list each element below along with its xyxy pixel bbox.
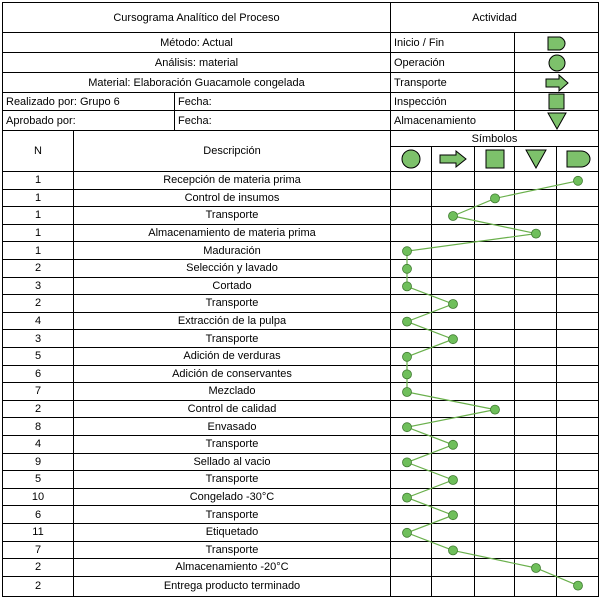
step-number: 5 [3, 471, 74, 489]
symbol-cell-terminal [557, 454, 599, 472]
symbol-cell-terminal [557, 225, 599, 243]
step-number: 5 [3, 348, 74, 366]
symbol-cell-storage [515, 506, 557, 524]
symbol-cell-transport [432, 436, 475, 454]
symbol-cell-inspection [475, 366, 515, 384]
symbol-cell-storage [515, 418, 557, 436]
symbol-cell-transport [432, 401, 475, 419]
activity-title: Actividad [391, 3, 599, 33]
symbol-cell-operation [391, 506, 432, 524]
symbol-cell-storage [515, 225, 557, 243]
symbol-cell-terminal [557, 401, 599, 419]
legend-symbol-terminal [515, 33, 599, 53]
symbol-cell-terminal [557, 577, 599, 597]
step-number: 2 [3, 577, 74, 597]
legend-label-storage: Almacenamiento [391, 111, 515, 131]
step-number: 7 [3, 383, 74, 401]
symbol-cell-transport [432, 524, 475, 542]
symbol-cell-terminal [557, 366, 599, 384]
symbol-cell-terminal [557, 542, 599, 560]
symbol-cell-inspection [475, 471, 515, 489]
step-description: Transporte [74, 506, 391, 524]
operation-circle-icon [548, 54, 566, 72]
step-description: Entrega producto terminado [74, 577, 391, 597]
symbol-cell-storage [515, 559, 557, 577]
chart-title: Cursograma Analítico del Proceso [3, 3, 391, 33]
symbol-cell-transport [432, 313, 475, 331]
step-description: Sellado al vacio [74, 454, 391, 472]
inspection-square-icon [485, 149, 505, 169]
symbol-cell-inspection [475, 489, 515, 507]
storage-triangle-icon [547, 112, 567, 130]
approved-by-field: Aprobado por: [3, 111, 175, 131]
symbol-cell-transport [432, 278, 475, 296]
symbol-cell-inspection [475, 278, 515, 296]
step-number: 3 [3, 278, 74, 296]
symbol-cell-terminal [557, 506, 599, 524]
step-number: 6 [3, 506, 74, 524]
symbol-cell-operation [391, 348, 432, 366]
symbol-cell-transport [432, 542, 475, 560]
step-description: Transporte [74, 207, 391, 225]
step-description: Control de calidad [74, 401, 391, 419]
symbol-cell-storage [515, 190, 557, 208]
column-header-description: Descripción [74, 131, 391, 172]
symbol-cell-terminal [557, 436, 599, 454]
symbol-cell-transport [432, 366, 475, 384]
step-number: 7 [3, 542, 74, 560]
terminal-icon [546, 35, 568, 51]
symbol-cell-transport [432, 348, 475, 366]
step-description: Almacenamiento -20°C [74, 559, 391, 577]
symbol-cell-transport [432, 172, 475, 190]
symbol-cell-inspection [475, 172, 515, 190]
step-number: 1 [3, 207, 74, 225]
symbol-cell-inspection [475, 207, 515, 225]
symbol-cell-inspection [475, 190, 515, 208]
symbol-cell-operation [391, 278, 432, 296]
symbol-cell-transport [432, 225, 475, 243]
symbol-cell-storage [515, 401, 557, 419]
symbol-cell-transport [432, 330, 475, 348]
symbol-cell-operation [391, 559, 432, 577]
symbol-cell-terminal [557, 489, 599, 507]
date-field-2: Fecha: [175, 111, 391, 131]
step-description: Selección y lavado [74, 260, 391, 278]
symbol-cell-inspection [475, 348, 515, 366]
symbol-cell-terminal [557, 295, 599, 313]
symbol-cell-transport [432, 295, 475, 313]
symbol-cell-operation [391, 172, 432, 190]
legend-symbol-operation [515, 53, 599, 73]
step-number: 6 [3, 366, 74, 384]
symbol-cell-inspection [475, 524, 515, 542]
step-description: Mezclado [74, 383, 391, 401]
symbol-cell-storage [515, 348, 557, 366]
legend-symbol-inspection [515, 93, 599, 111]
symbol-cell-transport [432, 471, 475, 489]
column-header-symbols: Símbolos [391, 131, 599, 147]
step-description: Transporte [74, 295, 391, 313]
symbol-cell-terminal [557, 242, 599, 260]
symbol-cell-terminal [557, 348, 599, 366]
symbol-cell-inspection [475, 313, 515, 331]
legend-label-transport: Transporte [391, 73, 515, 93]
symbol-cell-transport [432, 559, 475, 577]
symbol-cell-inspection [475, 242, 515, 260]
symbol-cell-inspection [475, 506, 515, 524]
symbol-header-operation [391, 147, 432, 172]
transport-arrow-icon [439, 150, 467, 168]
step-description: Recepción de materia prima [74, 172, 391, 190]
step-number: 2 [3, 401, 74, 419]
symbol-cell-terminal [557, 559, 599, 577]
analysis-field: Análisis: material [3, 53, 391, 73]
symbol-cell-storage [515, 454, 557, 472]
inspection-square-icon [548, 93, 566, 110]
step-number: 3 [3, 330, 74, 348]
symbol-cell-storage [515, 524, 557, 542]
symbol-cell-terminal [557, 471, 599, 489]
step-description: Extracción de la pulpa [74, 313, 391, 331]
step-number: 8 [3, 418, 74, 436]
symbol-cell-storage [515, 242, 557, 260]
symbol-cell-operation [391, 383, 432, 401]
transport-arrow-icon [545, 74, 569, 92]
step-number: 4 [3, 436, 74, 454]
symbol-cell-operation [391, 313, 432, 331]
symbol-cell-operation [391, 577, 432, 597]
symbol-cell-transport [432, 418, 475, 436]
symbol-cell-operation [391, 454, 432, 472]
step-description: Transporte [74, 436, 391, 454]
symbol-cell-operation [391, 418, 432, 436]
symbol-cell-inspection [475, 383, 515, 401]
symbol-cell-storage [515, 489, 557, 507]
symbol-cell-operation [391, 436, 432, 454]
symbol-cell-inspection [475, 542, 515, 560]
symbol-cell-operation [391, 401, 432, 419]
symbol-cell-transport [432, 207, 475, 225]
symbol-cell-transport [432, 577, 475, 597]
symbol-cell-transport [432, 190, 475, 208]
symbol-cell-transport [432, 242, 475, 260]
step-description: Transporte [74, 471, 391, 489]
symbol-cell-storage [515, 278, 557, 296]
symbol-cell-storage [515, 260, 557, 278]
symbol-cell-terminal [557, 313, 599, 331]
symbol-cell-terminal [557, 330, 599, 348]
step-description: Cortado [74, 278, 391, 296]
symbol-header-storage [515, 147, 557, 172]
symbol-cell-operation [391, 471, 432, 489]
step-description: Control de insumos [74, 190, 391, 208]
step-description: Maduración [74, 242, 391, 260]
symbol-cell-terminal [557, 383, 599, 401]
step-description: Etiquetado [74, 524, 391, 542]
operation-circle-icon [401, 149, 421, 169]
symbol-cell-terminal [557, 172, 599, 190]
symbol-cell-storage [515, 366, 557, 384]
step-number: 2 [3, 559, 74, 577]
symbol-header-inspection [475, 147, 515, 172]
symbol-cell-operation [391, 190, 432, 208]
symbol-cell-inspection [475, 577, 515, 597]
symbol-cell-terminal [557, 260, 599, 278]
symbol-cell-storage [515, 542, 557, 560]
symbol-cell-transport [432, 454, 475, 472]
symbol-cell-inspection [475, 330, 515, 348]
symbol-cell-operation [391, 207, 432, 225]
symbol-cell-storage [515, 330, 557, 348]
symbol-cell-operation [391, 225, 432, 243]
symbol-cell-inspection [475, 559, 515, 577]
step-number: 1 [3, 242, 74, 260]
symbol-cell-inspection [475, 260, 515, 278]
step-number: 9 [3, 454, 74, 472]
step-description: Adición de verduras [74, 348, 391, 366]
symbol-cell-operation [391, 330, 432, 348]
symbol-cell-inspection [475, 225, 515, 243]
step-number: 1 [3, 190, 74, 208]
symbol-cell-operation [391, 489, 432, 507]
symbol-cell-inspection [475, 454, 515, 472]
legend-symbol-transport [515, 73, 599, 93]
symbol-cell-transport [432, 260, 475, 278]
symbol-cell-operation [391, 242, 432, 260]
symbol-cell-storage [515, 436, 557, 454]
symbol-cell-terminal [557, 278, 599, 296]
material-field: Material: Elaboración Guacamole congelada [3, 73, 391, 93]
legend-label-inspection: Inspección [391, 93, 515, 111]
symbol-cell-inspection [475, 436, 515, 454]
step-number: 4 [3, 313, 74, 331]
symbol-cell-inspection [475, 295, 515, 313]
symbol-cell-terminal [557, 524, 599, 542]
step-number: 1 [3, 225, 74, 243]
step-number: 2 [3, 260, 74, 278]
step-description: Adición de conservantes [74, 366, 391, 384]
symbol-cell-inspection [475, 401, 515, 419]
step-description: Transporte [74, 542, 391, 560]
step-description: Congelado -30°C [74, 489, 391, 507]
step-number: 10 [3, 489, 74, 507]
storage-triangle-icon [525, 149, 547, 169]
column-header-n: N [3, 131, 74, 172]
date-field-1: Fecha: [175, 93, 391, 111]
symbol-cell-storage [515, 313, 557, 331]
symbol-cell-transport [432, 383, 475, 401]
symbol-cell-storage [515, 295, 557, 313]
symbol-cell-terminal [557, 190, 599, 208]
symbol-cell-terminal [557, 207, 599, 225]
symbol-cell-transport [432, 489, 475, 507]
symbol-cell-operation [391, 366, 432, 384]
made-by-field: Realizado por: Grupo 6 [3, 93, 175, 111]
process-chart [2, 2, 599, 597]
legend-symbol-storage [515, 111, 599, 131]
symbol-cell-inspection [475, 418, 515, 436]
method-field: Método: Actual [3, 33, 391, 53]
symbol-header-transport [432, 147, 475, 172]
symbol-cell-operation [391, 542, 432, 560]
step-description: Almacenamiento de materia prima [74, 225, 391, 243]
symbol-cell-storage [515, 172, 557, 190]
terminal-icon [565, 149, 591, 169]
symbol-cell-storage [515, 577, 557, 597]
symbol-cell-operation [391, 260, 432, 278]
step-number: 2 [3, 295, 74, 313]
symbol-cell-storage [515, 383, 557, 401]
step-description: Transporte [74, 330, 391, 348]
symbol-cell-operation [391, 295, 432, 313]
symbol-cell-terminal [557, 418, 599, 436]
symbol-header-terminal [557, 147, 599, 172]
symbol-cell-transport [432, 506, 475, 524]
legend-label-operation: Operación [391, 53, 515, 73]
step-description: Envasado [74, 418, 391, 436]
symbol-cell-storage [515, 207, 557, 225]
legend-label-terminal: Inicio / Fin [391, 33, 515, 53]
symbol-cell-storage [515, 471, 557, 489]
step-number: 11 [3, 524, 74, 542]
step-number: 1 [3, 172, 74, 190]
symbol-cell-operation [391, 524, 432, 542]
